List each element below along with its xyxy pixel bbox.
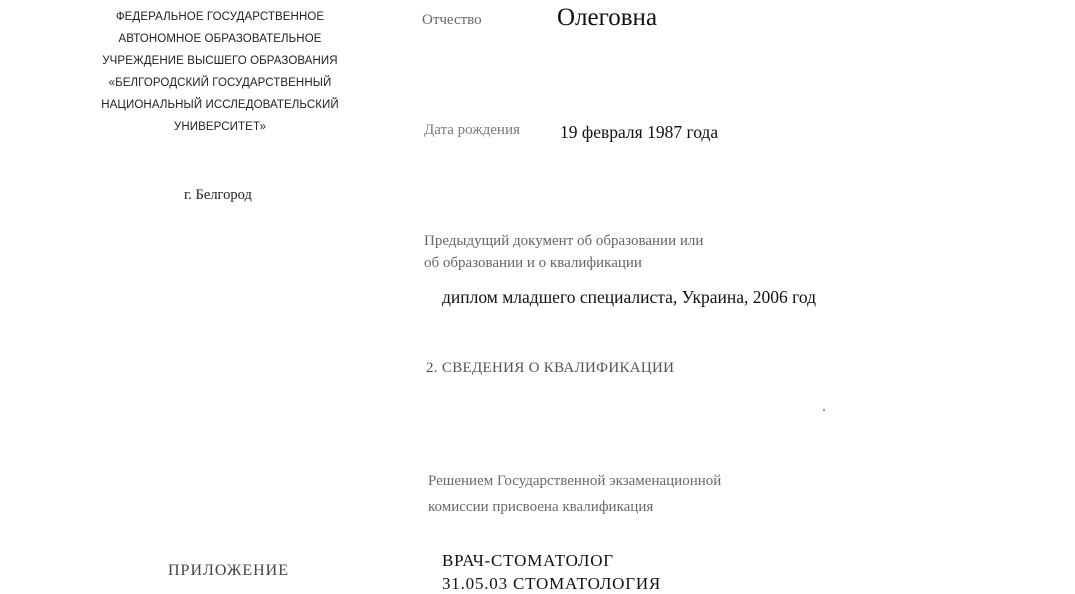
- qualification-section-heading: 2. СВЕДЕНИЯ О КВАЛИФИКАЦИИ: [426, 360, 675, 376]
- patronymic-value: Олеговна: [557, 4, 658, 31]
- prev-doc-label-line: об образовании и о квалификации: [424, 255, 642, 271]
- scan-speck: [823, 409, 825, 411]
- organization-line: НАЦИОНАЛЬНЫЙ ИССЛЕДОВАТЕЛЬСКИЙ: [101, 99, 339, 111]
- prev-doc-value: диплом младшего специалиста, Украина, 2006 год: [442, 287, 817, 307]
- organization-line: УНИВЕРСИТЕТ»: [173, 121, 267, 133]
- qualification-code: 31.05.03 СТОМАТОЛОГИЯ: [442, 574, 662, 593]
- prev-doc-label-line: Предыдущий документ об образовании или: [424, 233, 704, 249]
- commission-decision-label: [428, 468, 721, 520]
- qualification-title: ВРАЧ-СТОМАТОЛОГ: [442, 551, 614, 570]
- organization-line: «БЕЛГОРОДСКИЙ ГОСУДАРСТВЕННЫЙ: [108, 77, 332, 89]
- decision-label-line: Решением Государственной экзаменационной: [428, 473, 722, 489]
- dob-value: 19 февраля 1987 года: [560, 122, 719, 142]
- city: г. Белгород: [184, 187, 252, 203]
- decision-label-line: комиссии присвоена квалификация: [428, 499, 654, 515]
- organization-line: АВТОНОМНОЕ ОБРАЗОВАТЕЛЬНОЕ: [118, 33, 322, 45]
- organization-block: [88, 6, 352, 138]
- organization-line: УЧРЕЖДЕНИЕ ВЫСШЕГО ОБРАЗОВАНИЯ: [102, 55, 338, 67]
- prev-doc-label: [424, 230, 703, 274]
- dob-label: Дата рождения: [424, 122, 520, 138]
- appendix-label: ПРИЛОЖЕНИЕ: [168, 562, 290, 579]
- organization-line: ФЕДЕРАЛЬНОЕ ГОСУДАРСТВЕННОЕ: [115, 11, 325, 23]
- patronymic-label: Отчество: [422, 12, 482, 28]
